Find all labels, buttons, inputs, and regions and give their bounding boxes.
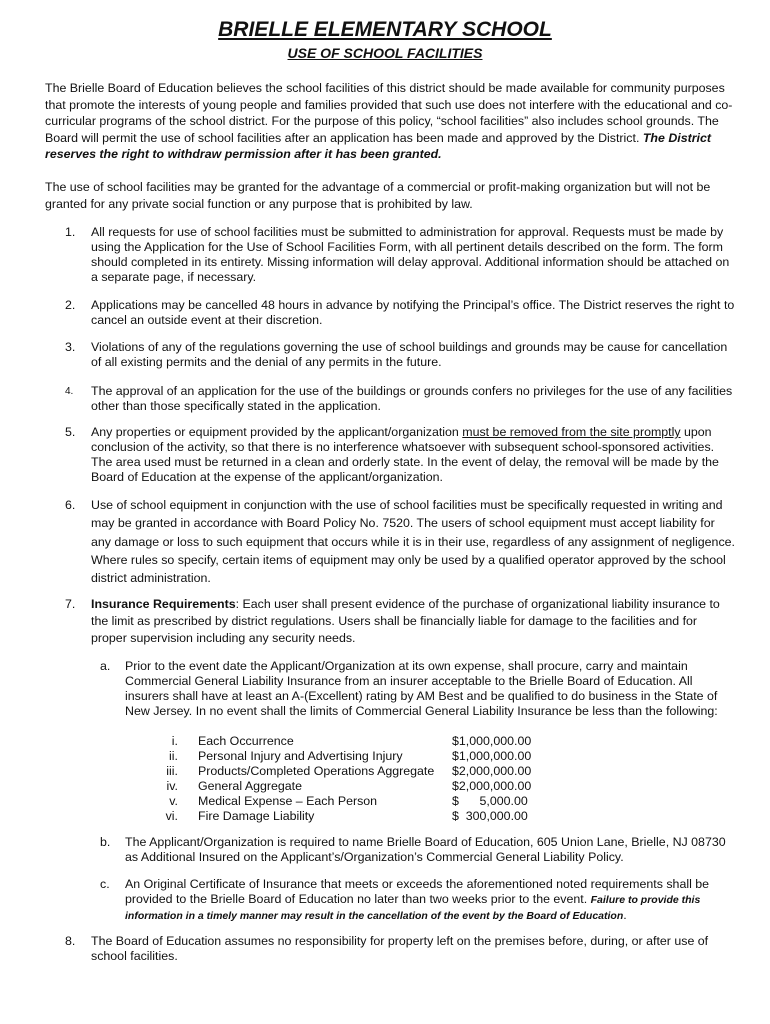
list-item-number: 7.: [65, 597, 76, 611]
sub-item: [90, 877, 730, 924]
insurance-row-label: Medical Expense – Each Person: [198, 794, 378, 808]
intro-text: The Brielle Board of Education believes the school facilities of this district should be made available for community purposes that promote the interests of young people and families provided that such use does not interfere with the educational and co-curricular programs of the school district. For the purpose of this policy, “school facilities” also includes school grounds. The Board will permit the use of school facilities after an application has been made and approved by the District.: [45, 81, 733, 145]
list-item-text: All requests for use of school facilities must be submitted to administration for approval. Requests must be made by using the Application for the Use of School Facilities Form, with all pertinent details described on the form. The form should completed in its entirety. Missing information will delay approval. Additional information should be attached on a separate page, if necessary.: [91, 225, 730, 284]
document-title: BRIELLE ELEMENTARY SCHOOL: [218, 18, 552, 41]
list-item: [45, 596, 735, 648]
insurance-row-amount: $1,000,000.00: [452, 734, 532, 748]
list-item-text-part: : Each user shall present evidence of the purchase of organizational liability insurance to the limit as prescribed by district regulations. Users shall be financially liable for damage to the facilities and for proper supervision including any security needs.: [91, 597, 720, 646]
list-item-number: 6.: [65, 498, 76, 512]
sub-item-text: The Applicant/Organization is required to name Brielle Board of Education, 605 Union Lane, Brielle, NJ 08730 as Additional Insured on the Applicant’s/Organization’s Commercial General Liability Policy.: [125, 835, 726, 864]
insurance-row: [150, 749, 570, 764]
insurance-row: [150, 734, 570, 749]
failure-warning: Failure to provide this information in a timely manner may result in the cancellation of the event by the Board of Education: [125, 894, 701, 922]
second-paragraph: The use of school facilities may be granted for the advantage of a commercial or profit-making organization but will not be granted for any private social function or any purpose that is prohibited by law.: [45, 180, 711, 211]
sub-item-text: [125, 877, 730, 924]
list-item-number: 4.: [65, 386, 74, 397]
intro-emphasis: The District reserves the right to withdraw permission after it has been granted.: [45, 130, 712, 162]
list-item-text: [91, 596, 735, 648]
list-item-text: The approval of an application for the use of the buildings or grounds confers no privileges for the use of any facilities other than those specifically stated in the application.: [91, 384, 733, 413]
insurance-row-label: Personal Injury and Advertising Injury: [198, 749, 403, 763]
insurance-row-amount: $ 300,000.00: [452, 809, 528, 823]
underlined-requirement: must be removed from the site promptly: [462, 425, 681, 439]
list-item: [45, 225, 735, 285]
insurance-row: [150, 794, 570, 809]
insurance-row-number: ii.: [169, 749, 178, 763]
sub-item-letter: a.: [100, 659, 111, 673]
list-item-text-part: upon conclusion of the activity, so that there is no interference whatsoever with subsequent school-sponsored activities. The area used must be returned in a clean and orderly state. In the event of delay, the removal will be made by the Board of Education at the expense of the applicant/organization.: [91, 425, 719, 484]
insurance-row-number: v.: [169, 794, 178, 808]
list-item-number: 3.: [65, 340, 76, 354]
list-item: [45, 496, 735, 587]
list-item-text: Use of school equipment in conjunction with the use of school facilities must be specifically requested in writing and may be granted in accordance with Board Policy No. 7520. The users of school equipment must accept liability for any damage or loss to such equipment that occurs while it is in their use, regardless of any assignment of negligence. Where rules so specify, certain items of equipment may only be used by a qualified operator approved by the school district administration.: [91, 498, 735, 586]
sub-item-text-part: An Original Certificate of Insurance that meets or exceeds the aforementioned noted requirements shall be provided to the Brielle Board of Education no later than two weeks prior to the event.: [125, 877, 710, 906]
intro-paragraph: [45, 80, 735, 163]
insurance-row: [150, 779, 570, 794]
list-item-number: 5.: [65, 425, 76, 439]
list-item: [45, 384, 735, 414]
list-item-text: [91, 425, 735, 485]
insurance-row: [150, 809, 570, 824]
insurance-heading: Insurance Requirements: [91, 597, 236, 611]
list-item: [45, 425, 735, 485]
insurance-row-label: General Aggregate: [198, 779, 303, 793]
sub-item-letter: b.: [100, 835, 111, 849]
list-item-text-part: Any properties or equipment provided by the applicant/organization: [91, 425, 463, 439]
insurance-row-number: i.: [171, 734, 178, 748]
insurance-row-number: vi.: [165, 809, 178, 823]
list-item-number: 8.: [65, 934, 76, 948]
sub-item: [90, 835, 730, 865]
insurance-row: [150, 764, 570, 779]
insurance-row-label: Products/Completed Operations Aggregate: [198, 764, 435, 778]
insurance-row-amount: $2,000,000.00: [452, 764, 532, 778]
list-item-text: Violations of any of the regulations governing the use of school buildings and grounds may be cause for cancellation of all existing permits and the denial of any permits in the future.: [91, 340, 728, 369]
insurance-row-amount: $1,000,000.00: [452, 749, 532, 763]
list-item-text: The Board of Education assumes no responsibility for property left on the premises before, during, or after use of school facilities.: [91, 934, 709, 963]
list-item-number: 2.: [65, 298, 76, 312]
insurance-row-number: iii.: [166, 764, 178, 778]
sub-item-text: Prior to the event date the Applicant/Organization at its own expense, shall procure, carry and maintain Commercial General Liability Insurance from an insurer acceptable to the Brielle Board of Education. All insurers shall have at least an A-(Excellent) rating by AM Best and be qualified to do business in the State of New Jersey. In no event shall the limits of Commercial General Liability Insurance be less than the following:: [125, 659, 718, 718]
list-item-text: Applications may be cancelled 48 hours in advance by notifying the Principal’s office. The District reserves the right to cancel an outside event at their discretion.: [91, 298, 735, 327]
insurance-row-label: Each Occurrence: [198, 734, 294, 748]
sub-item-text-end: .: [623, 908, 627, 922]
document-subtitle: USE OF SCHOOL FACILITIES: [287, 45, 483, 61]
list-item: [45, 934, 735, 964]
insurance-row-label: Fire Damage Liability: [198, 809, 315, 823]
list-item-number: 1.: [65, 225, 76, 239]
sub-item: [90, 659, 730, 719]
insurance-row-number: iv.: [166, 779, 178, 793]
insurance-row-amount: $2,000,000.00: [452, 779, 532, 793]
list-item: [45, 298, 735, 328]
list-item: [45, 340, 735, 370]
insurance-row-amount: $ 5,000.00: [452, 794, 528, 808]
sub-item-letter: c.: [100, 877, 110, 891]
